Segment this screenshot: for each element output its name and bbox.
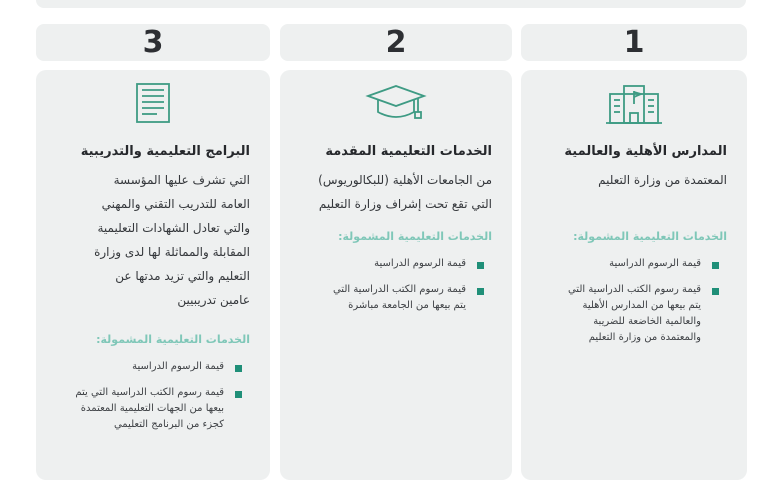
- list-item: قيمة الرسوم الدراسية: [75, 359, 242, 375]
- card-description: التي تشرف عليها المؤسسة العامة للتدريب التقني والمهني والتي تعادل الشهادات التعليمية المقابلة والمماثلة لها لدى وزارة التعليم والتي تزيد مدتها عن عامين تدريبيين: [94, 173, 250, 307]
- list-item: قيمة رسوم الكتب الدراسية التي يتم بيعها من الجهات التعليمية المعتمدة كجزء من البرنامج التعليمي: [75, 385, 242, 433]
- card-title: البرامج التعليمية والتدريبية: [80, 144, 250, 159]
- service-list: [333, 256, 484, 324]
- building-icon: [604, 82, 664, 124]
- step-number-3: 3: [36, 24, 270, 61]
- graduation-cap-icon: [364, 82, 428, 124]
- bullet-icon: [235, 365, 242, 372]
- document-icon: [133, 82, 173, 124]
- list-item: قيمة الرسوم الدراسية: [333, 256, 484, 272]
- bullet-icon: [477, 288, 484, 295]
- list-item: قيمة الرسوم الدراسية: [568, 256, 719, 272]
- bullet-icon: [477, 262, 484, 269]
- card-title: الخدمات التعليمية المقدمة: [325, 144, 492, 159]
- section-heading: الخدمات التعليمية المشمولة:: [96, 333, 250, 346]
- bullet-icon: [712, 288, 719, 295]
- card-private-universities: [280, 70, 512, 480]
- step-number-2: 2: [280, 24, 512, 61]
- card-training-programs: [36, 70, 270, 480]
- step-number-1: 1: [521, 24, 747, 61]
- card-description: المعتمدة من وزارة التعليم: [598, 173, 727, 187]
- list-item: قيمة رسوم الكتب الدراسية التي يتم بيعها من الجامعة مباشرة: [333, 282, 484, 314]
- card-title: المدارس الأهلية والعالمية: [564, 144, 727, 159]
- bullet-icon: [712, 262, 719, 269]
- card-private-schools: [521, 70, 747, 480]
- top-banner-edge: [36, 0, 746, 8]
- service-list: [568, 256, 719, 356]
- bullet-icon: [235, 391, 242, 398]
- card-description: من الجامعات الأهلية (للبكالوريوس) التي تقع تحت إشراف وزارة التعليم: [318, 173, 492, 211]
- list-item: قيمة رسوم الكتب الدراسية التي يتم بيعها من المدارس الأهلية والعالمية الخاضعة للضريبة والمعتمدة من وزارة التعليم: [568, 282, 719, 346]
- section-heading: الخدمات التعليمية المشمولة:: [573, 230, 727, 243]
- section-heading: الخدمات التعليمية المشمولة:: [338, 230, 492, 243]
- service-list: [75, 359, 242, 443]
